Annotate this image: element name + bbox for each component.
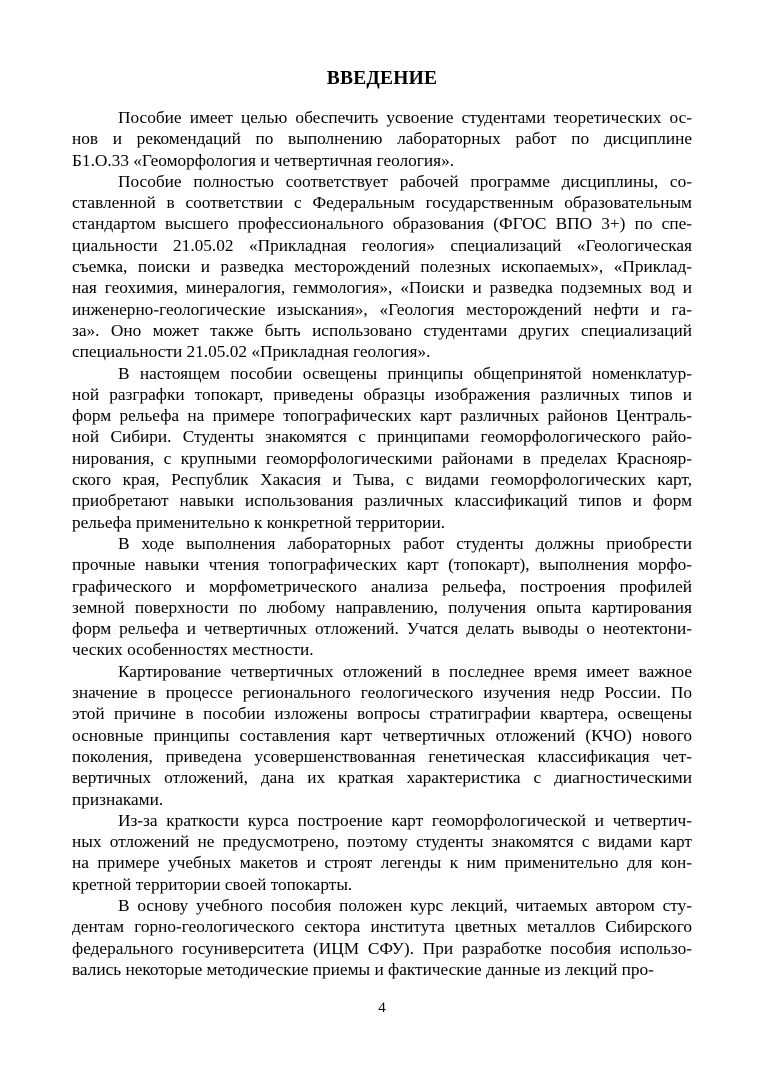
text-line: приобретают навыки использования различных классификаций типов и форм — [72, 491, 692, 511]
paragraph — [72, 895, 692, 980]
text-line: Картирование четвертичных отложений в последнее время имеет важное — [118, 661, 692, 681]
text-line: вались некоторые методические приемы и фактические данные из лекций про- — [72, 959, 654, 979]
text-line: ского края, Республик Хакасия и Тыва, с видами геоморфологических карт, — [72, 470, 692, 490]
text-line: Б1.О.33 «Геоморфология и четвертичная геология». — [72, 150, 455, 170]
text-line: поколения, приведена усовершенствованная генетическая классификация чет- — [72, 746, 692, 766]
text-line: съемка, поиски и разведка месторождений полезных ископаемых», «Приклад- — [72, 257, 692, 277]
document-body — [72, 107, 692, 980]
text-line: Пособие имеет целью обеспечить усвоение студентами теоретических ос- — [118, 108, 692, 127]
paragraph — [72, 533, 692, 661]
text-line: рельефа применительно к конкретной территории. — [72, 512, 446, 532]
text-line: В ходе выполнения лабораторных работ студенты должны приобрести — [118, 533, 692, 553]
text-line: В основу учебного пособия положен курс лекций, читаемых автором сту- — [118, 895, 692, 915]
page-number: 4 — [378, 1000, 386, 1016]
text-line: ная геохимия, минералогия, геммология», «Поиски и разведка подземных вод и — [72, 278, 692, 298]
text-line: на примере учебных макетов и строят легенды к ним применительно для кон- — [72, 853, 692, 873]
text-line: специальности 21.05.02 «Прикладная геология». — [72, 342, 431, 362]
text-line: федерального госуниверситета (ИЦМ СФУ). При разработке пособия использо- — [72, 938, 692, 958]
text-line: вертичных отложений, дана их краткая характеристика с диагностическими — [72, 768, 692, 788]
paragraph — [72, 171, 692, 363]
text-line: ставленной в соответствии с Федеральным государственным образовательным — [72, 193, 692, 213]
paragraph — [72, 107, 692, 171]
text-line: ческих особенностях местности. — [72, 640, 314, 660]
text-line: Пособие полностью соответствует рабочей программе дисциплины, со- — [118, 171, 692, 191]
text-line: нирования, с крупными геоморфологическими районами в пределах Краснояр- — [72, 448, 692, 468]
text-line: стандартом высшего профессионального образования (ФГОС ВПО 3+) по спе- — [72, 214, 692, 234]
text-line: циальности 21.05.02 «Прикладная геология» специализаций «Геологическая — [72, 235, 692, 255]
text-line: Из-за краткости курса построение карт геоморфологической и четвертич- — [118, 810, 692, 830]
text-line: инженерно-геологические изыскания», «Геология месторождений нефти и га- — [72, 299, 692, 319]
text-line: этой причине в пособии изложены вопросы стратиграфии квартера, освещены — [72, 704, 692, 724]
text-line: ных отложений не предусмотрено, поэтому студенты знакомятся с видами карт — [72, 832, 692, 852]
text-line: основные принципы составления карт четвертичных отложений (КЧО) нового — [72, 725, 692, 745]
paragraph — [72, 363, 692, 533]
text-line: нов и рекомендаций по выполнению лабораторных работ по дисциплине — [72, 129, 692, 149]
text-line: ной разграфки топокарт, приведены образцы изображения различных типов и — [72, 384, 692, 404]
text-line: форм рельефа и четвертичных отложений. Учатся делать выводы о неотектони- — [72, 619, 692, 639]
text-line: кретной территории своей топокарты. — [72, 874, 353, 894]
paragraph — [72, 810, 692, 895]
page-title: ВВЕДЕНИЕ — [326, 68, 438, 89]
text-line: значение в процессе регионального геологического изучения недр России. По — [72, 683, 692, 703]
text-line: земной поверхности по любому направлению, получения опыта картирования — [72, 597, 692, 617]
text-line: ной Сибири. Студенты знакомятся с принципами геоморфологического райо- — [72, 427, 692, 447]
text-line: В настоящем пособии освещены принципы общепринятой номенклатур- — [118, 363, 692, 383]
text-line: графического и морфометрического анализа рельефа, построения профилей — [72, 576, 692, 596]
text-line: дентам горно-геологического сектора института цветных металлов Сибирского — [72, 917, 692, 937]
text-line: за». Оно может также быть использовано студентами других специализаций — [72, 320, 692, 340]
text-line: форм рельефа на примере топографических карт различных районов Централь- — [72, 406, 692, 426]
text-line: признаками. — [72, 789, 164, 809]
paragraph — [72, 661, 692, 810]
text-line: прочные навыки чтения топографических карт (топокарт), выполнения морфо- — [72, 555, 692, 575]
